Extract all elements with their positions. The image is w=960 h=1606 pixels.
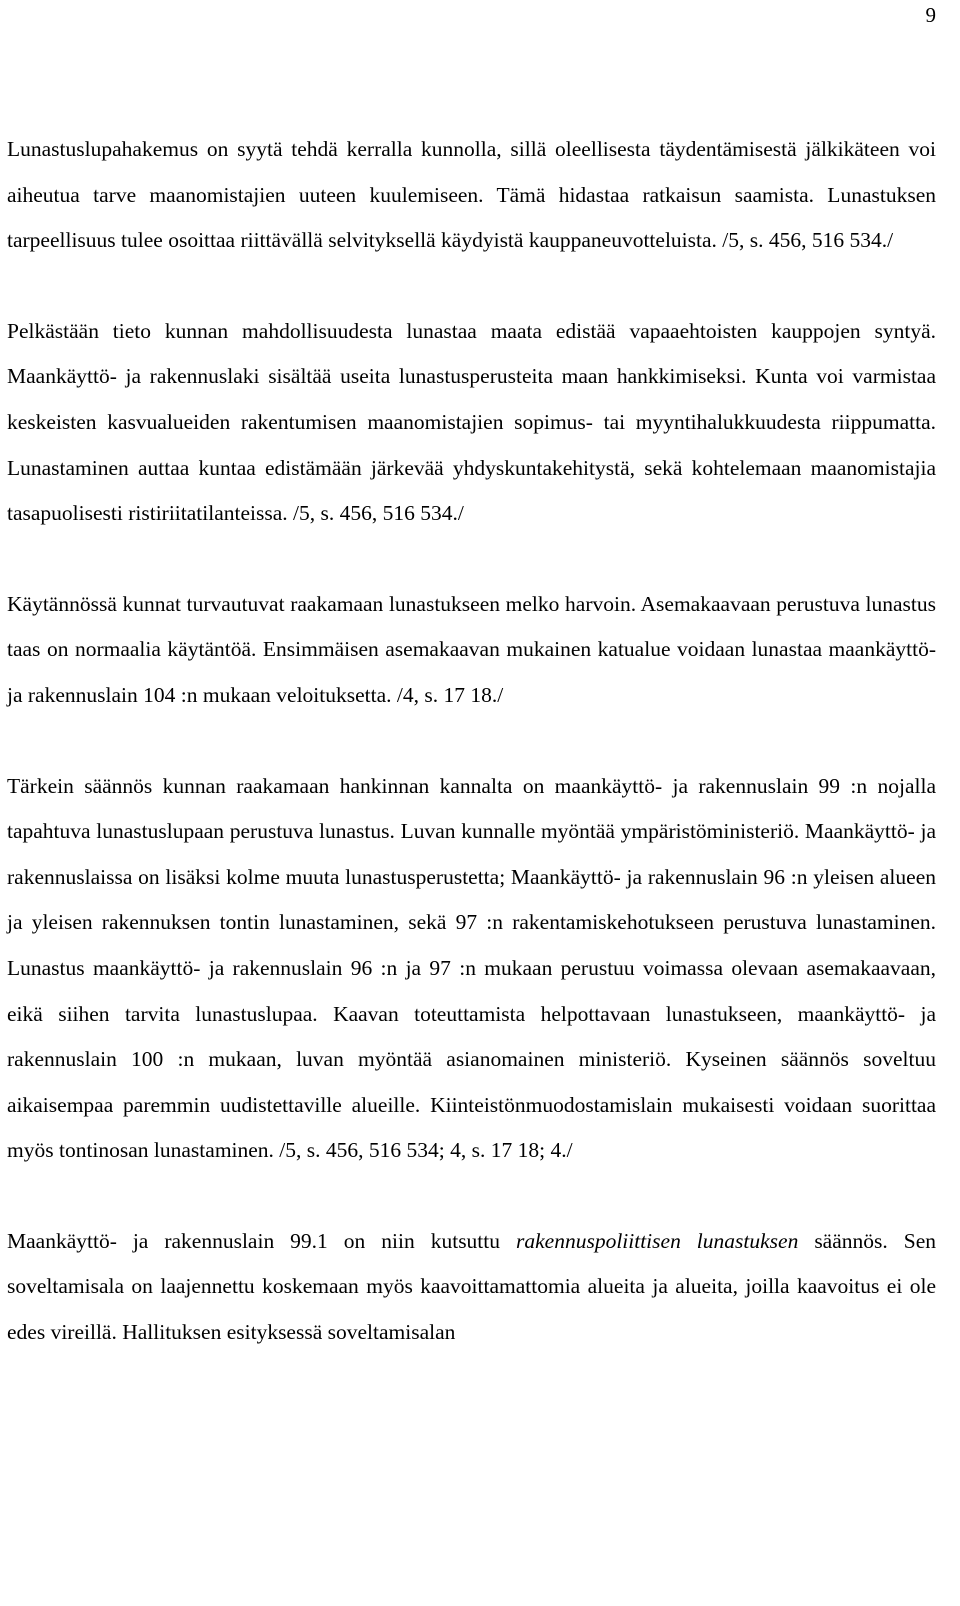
paragraph-5 [7, 1219, 936, 1356]
page-number: 9 [925, 3, 936, 27]
paragraph-5-italic-term: rakennuspoliittisen lunastuksen [516, 1228, 799, 1253]
paragraph-3: Käytännössä kunnat turvautuvat raakamaan lunastukseen melko harvoin. Asemakaavaan perustuva lunastus taas on normaalia käytäntöä. Ensimmäisen asemakaavan mukainen katualue voidaan lunastaa maankäyttö- ja rakennuslain 104 :n mukaan veloituksetta. /4, s. 17 18./ [7, 591, 936, 707]
document-body [7, 127, 936, 1356]
paragraph-4: Tärkein säännös kunnan raakamaan hankinnan kannalta on maankäyttö- ja rakennuslain 99 :n nojalla tapahtuva lunastuslupaan perustuva lunastus. Luvan kunnalle myöntää ympäristöministeriö. Maankäyttö- ja rakennuslaissa on lisäksi kolme muuta lunastusperustetta; Maankäyttö- ja rakennuslain 96 :n yleisen alueen ja yleisen rakennuksen tontin lunastaminen, sekä 97 :n rakentamiskehotukseen perustuva lunastaminen. Lunastus maankäyttö- ja rakennuslain 96 :n ja 97 :n mukaan perustuu voimassa olevaan asemakaavaan, eikä siihen tarvita lunastuslupaa. Kaavan toteuttamista helpottavaan lunastukseen, maankäyttö- ja rakennuslain 100 :n mukaan, luvan myöntää asianomainen ministeriö. Kyseinen säännös soveltuu aikaisempaa paremmin uudistettaville alueille. Kiinteistönmuodostamislain mukaisesti voidaan suorittaa myös tontinosan lunastaminen. /5, s. 456, 516 534; 4, s. 17 18; 4./ [7, 773, 936, 1163]
paragraph-2: Pelkästään tieto kunnan mahdollisuudesta lunastaa maata edistää vapaaehtoisten kauppojen syntyä. Maankäyttö- ja rakennuslaki sisältää useita lunastusperusteita maan hankkimiseksi. Kunta voi varmistaa keskeisten kasvualueiden rakentumisen maanomistajien sopimus- tai myyntihalukkuudesta riippumatta. Lunastaminen auttaa kuntaa edistämään järkevää yhdyskuntakehitystä, sekä kohtelemaan maanomistajia tasapuolisesti ristiriitatilanteissa. /5, s. 456, 516 534./ [7, 318, 936, 526]
paragraph-5-text-before: Maankäyttö- ja rakennuslain 99.1 on niin kutsuttu [7, 1228, 516, 1253]
paragraph-5-text-after: säännös. Sen soveltamisala on laajennettu koskemaan myös kaavoittamattomia alueita ja alueita, joilla kaavoitus ei ole edes vireillä. Hallituksen esityksessä soveltamisalan [7, 1228, 936, 1345]
paragraph-1: Lunastuslupahakemus on syytä tehdä kerralla kunnolla, sillä oleellisesta täydentämisestä jälkikäteen voi aiheutua tarve maanomistajien uuteen kuulemiseen. Tämä hidastaa ratkaisun saamista. Lunastuksen tarpeellisuus tulee osoittaa riittävällä selvityksellä käydyistä kauppaneuvotteluista. /5, s. 456, 516 534./ [7, 137, 936, 253]
